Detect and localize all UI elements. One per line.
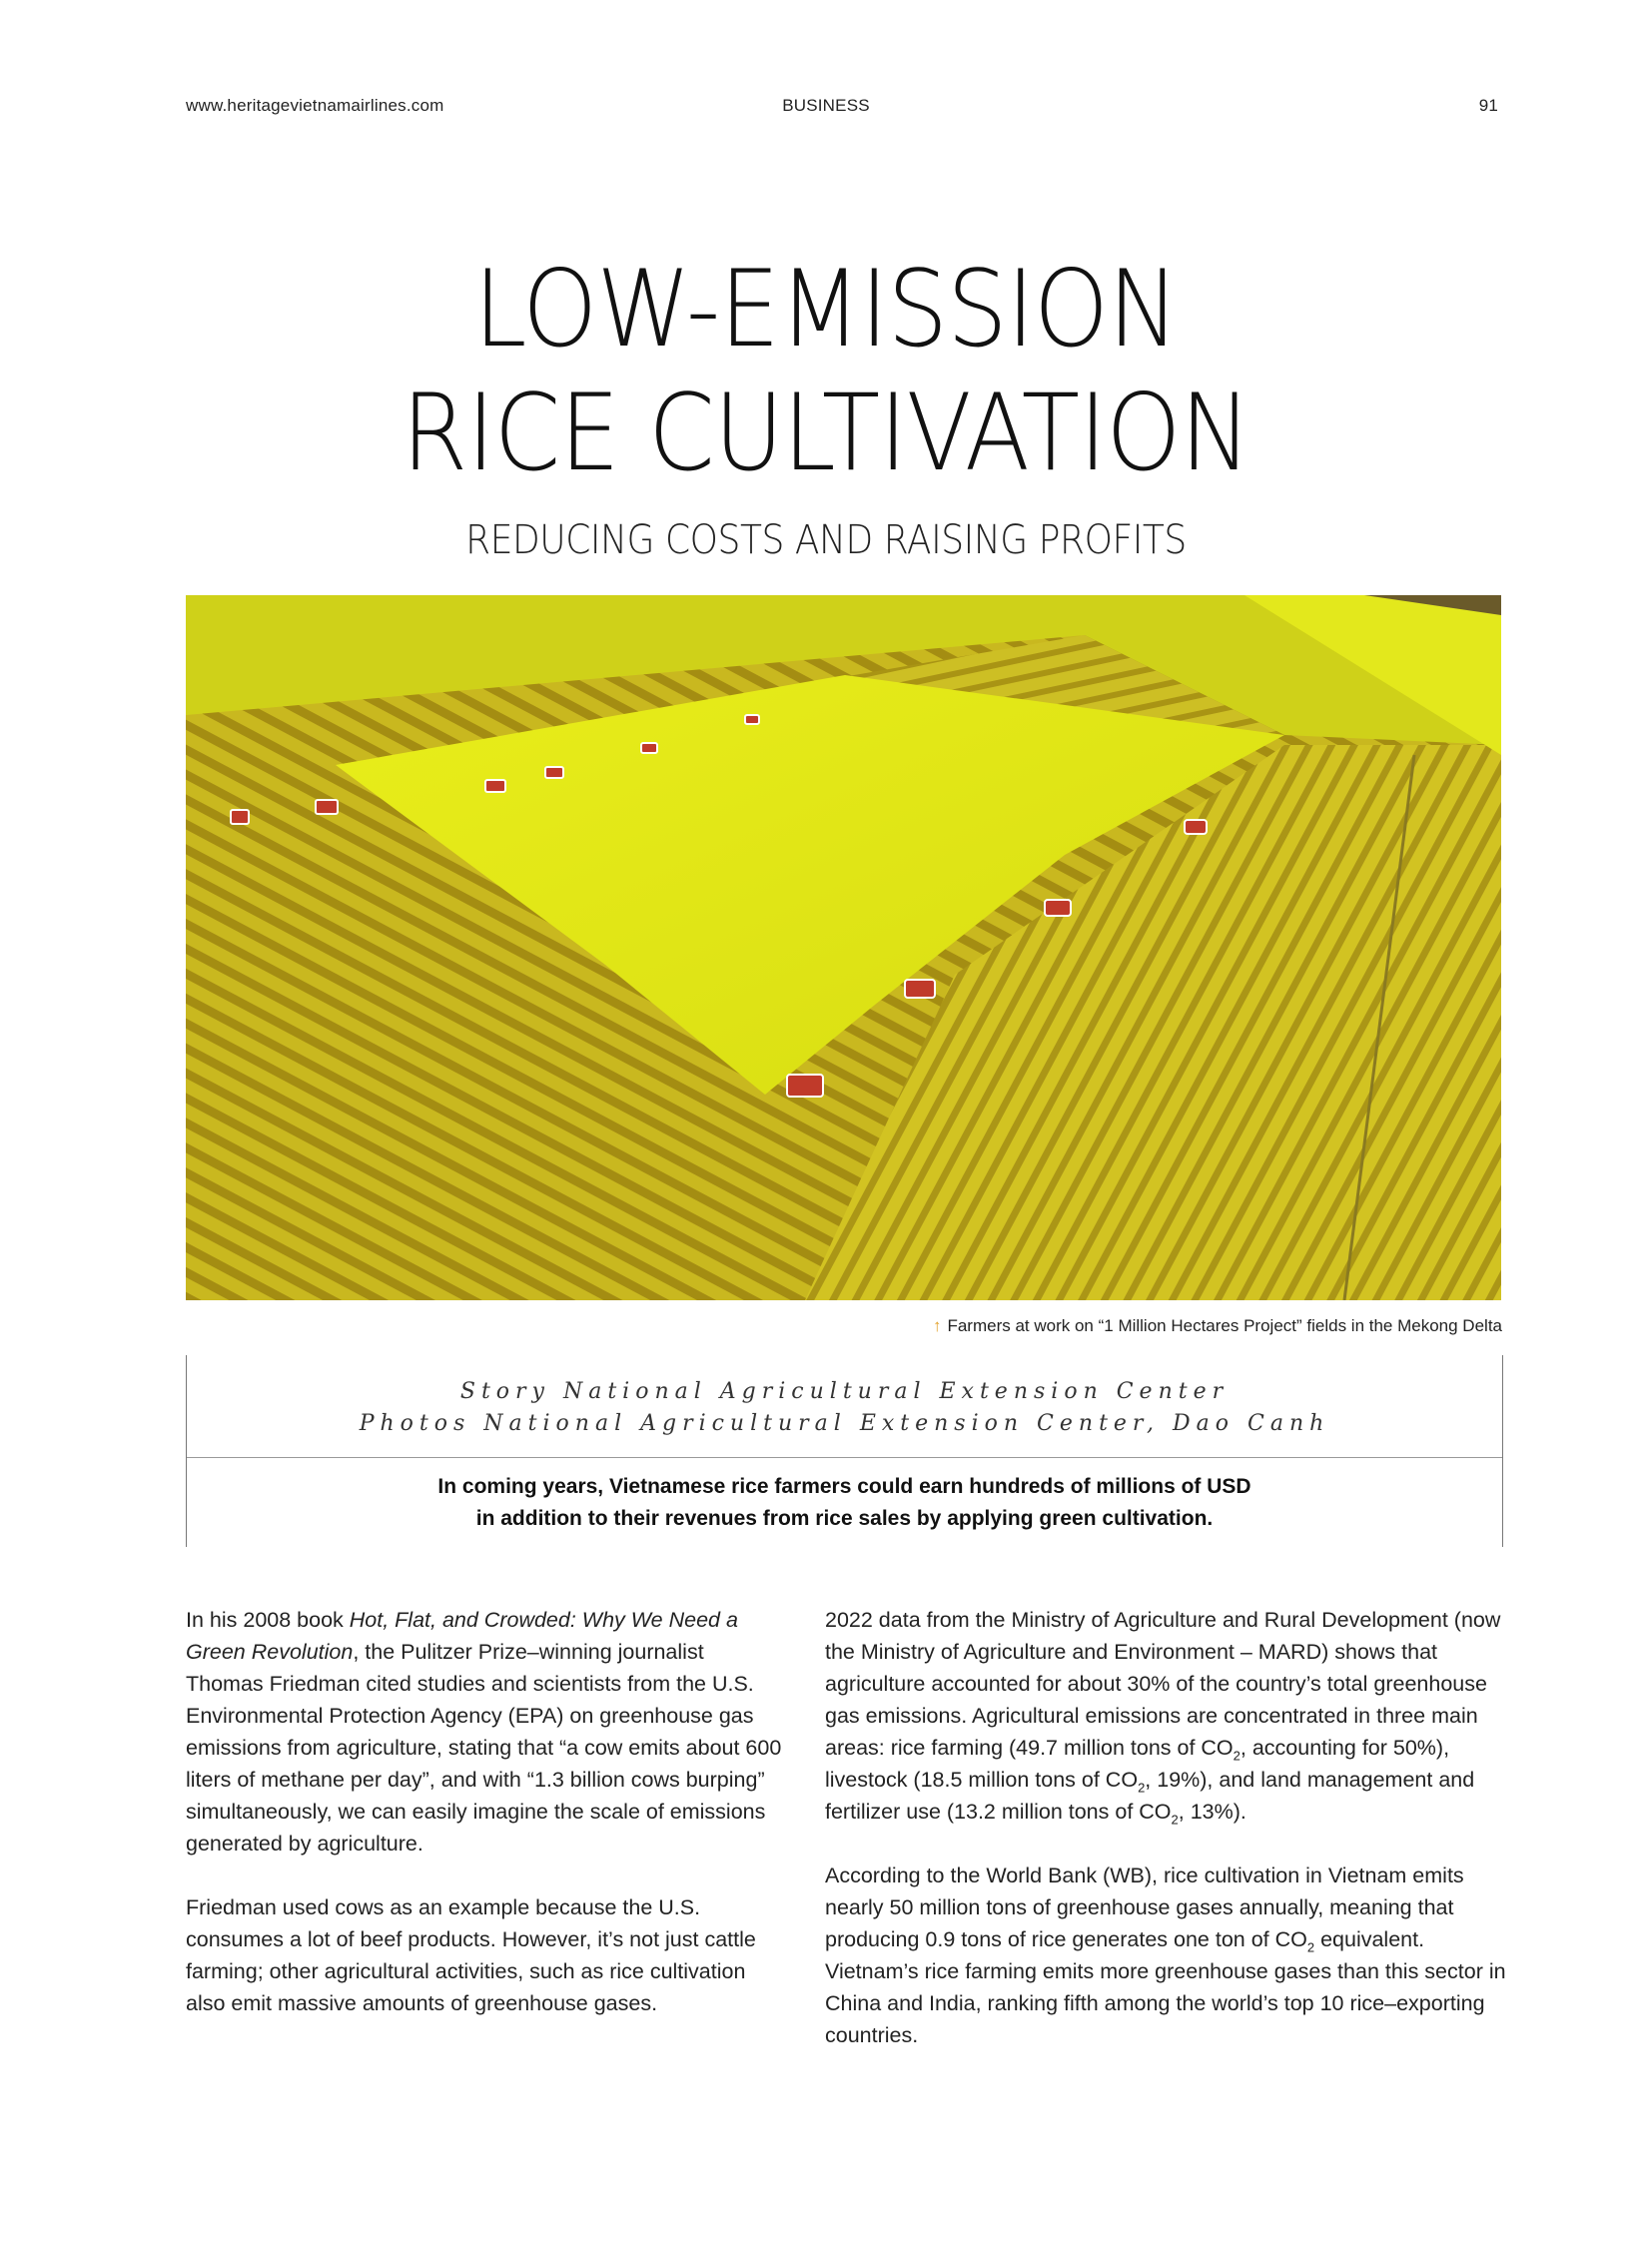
text-run: , the Pulitzer Prize–winning journalist Thomas Friedman cited studies and scientists from the U.S. Environmental Protection Agency (EPA) on greenhouse gas emissions from agriculture, stating that “a cow emits about 600 liters of methane per day”, and with “1.3 billion cows burping” simultaneously, we can easily imagine the scale of emissions generated by agriculture.: [186, 1640, 782, 1856]
header-section: BUSINESS: [782, 96, 870, 115]
story-credit: Story National Agricultural Extension Center: [459, 1379, 1230, 1404]
text-run: 2022 data from the Ministry of Agriculture and Rural Development (now the Ministry of Agriculture and Environment – MARD) shows that agriculture accounted for about 30% of the country’s total greenhouse gas emissions. Agricultural emissions are concentrated in three main areas: rice farming (49.7 million tons of CO: [825, 1608, 1501, 1760]
body-paragraph: [825, 1860, 1514, 2051]
text-run: According to the World Bank (WB), rice cultivation in Vietnam emits nearly 50 million tons of greenhouse gases annually, meaning that producing 0.9 tons of rice generates one ton of CO: [825, 1864, 1464, 1951]
body-column-left: [186, 1604, 785, 2051]
rice-field-photo: [186, 595, 1501, 1300]
text-run: , accounting for 50%), livestock (18.5 million tons of CO: [825, 1736, 1450, 1792]
book-title: Hot, Flat, and Crowded: Why We Need a Green Revolution: [186, 1608, 738, 1664]
arrow-up-icon: ↑: [932, 1316, 942, 1335]
header-url: www.heritagevietnamairlines.com: [186, 96, 444, 115]
text-run: In his 2008 book: [186, 1608, 350, 1632]
title-line-1: LOW-EMISSION: [473, 248, 1179, 371]
text-run: equivalent. Vietnam’s rice farming emits more greenhouse gases than this sector in China and India, ranking fifth among the world’s top 10 rice–exporting countries.: [825, 1927, 1506, 2047]
credit-divider: [187, 1457, 1502, 1458]
subscript: 2: [1171, 1812, 1179, 1828]
sapo-line-1: In coming years, Vietnamese rice farmers could earn hundreds of millions of USD: [437, 1475, 1251, 1498]
page-number: 91: [1478, 96, 1498, 115]
body-column-right: [825, 1604, 1514, 2083]
subscript: 2: [1138, 1780, 1146, 1796]
body-paragraph: [186, 1604, 785, 1860]
text-run: , 13%).: [1178, 1800, 1246, 1824]
text-run: , 19%), and land management and fertilizer use (13.2 million tons of CO: [825, 1768, 1475, 1824]
subscript: 2: [1306, 1939, 1315, 1955]
photos-credit: Photos National Agricultural Extension Center, Dao Canh: [359, 1411, 1330, 1436]
article-sapo: [187, 1471, 1502, 1535]
subscript: 2: [1233, 1748, 1240, 1764]
article-title: [83, 248, 1570, 495]
photo-caption: [933, 1316, 1502, 1336]
photo-caption-text: Farmers at work on “1 Million Hectares Project” fields in the Mekong Delta: [947, 1316, 1502, 1335]
rice-field-illustration: [186, 595, 1501, 1300]
body-paragraph: [825, 1604, 1514, 1828]
credit-box: [186, 1355, 1503, 1547]
sapo-line-2: in addition to their revenues from rice sales by applying green cultivation.: [475, 1507, 1214, 1530]
body-paragraph: Friedman used cows as an example because the U.S. consumes a lot of beef products. However, it’s not just cattle farming; other agricultural activities, such as rice cultivation also emit massive amounts of greenhouse gases.: [186, 1895, 756, 2015]
title-line-2: RICE CULTIVATION: [402, 372, 1250, 494]
article-subtitle: REDUCING COSTS AND RAISING PROFITS: [465, 517, 1187, 563]
